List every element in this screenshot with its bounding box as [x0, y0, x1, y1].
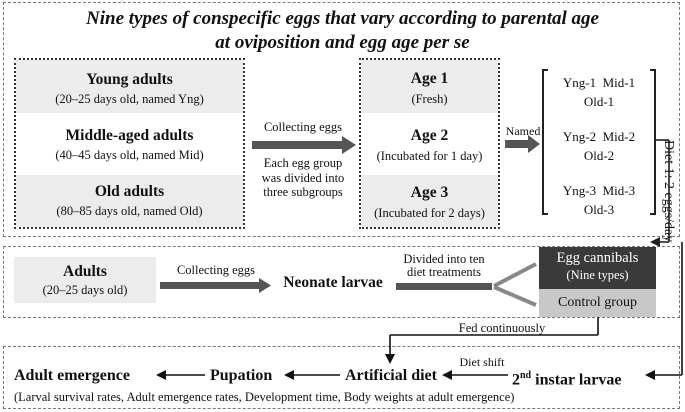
diet-side-label: Diet 1: 2 eggs/day [661, 140, 676, 243]
parent-old-detail: (80–85 days old, named Old) [56, 204, 203, 218]
fed-continuously-label: Fed continuously [458, 321, 546, 335]
title-line-1: Nine types of conspecific eggs that vary according to parental age [86, 8, 599, 29]
age-2-detail: (Incubated for 1 day) [376, 149, 483, 163]
diet-1-connector [650, 140, 669, 247]
age-1-name: Age 1 [410, 70, 449, 87]
divide-line-1: Each egg group [263, 156, 343, 170]
collect-eggs-label-1: Collecting eggs [263, 120, 343, 134]
treatment-fork [494, 264, 536, 305]
group-row-2-line-2: Old-2 [583, 148, 615, 163]
fed-continuously-connector [390, 317, 598, 356]
parent-young-detail: (20–25 days old, named Yng) [55, 92, 204, 106]
egg-cannibals-detail: (Nine types) [566, 268, 629, 282]
fed-continuously-arrowhead [385, 354, 395, 364]
divided-ten-line-2: diet treatments [407, 265, 481, 279]
second-instar-suffix: nd [520, 370, 532, 381]
named-label: Named [505, 124, 541, 138]
pupation: Pupation [210, 367, 273, 384]
age-2-name: Age 2 [410, 127, 449, 144]
collect-eggs-label-2: Collecting eggs [176, 263, 256, 277]
age-1-detail: (Fresh) [411, 92, 448, 106]
adults-detail: (20–25 days old) [42, 283, 128, 297]
diet-shift-label: Diet shift [459, 355, 505, 369]
divide-line-2: was divided into [261, 170, 345, 185]
title-line-2: at oviposition and egg age per se [215, 32, 470, 53]
second-instar-arrowhead [645, 370, 655, 380]
control-group-box: Control group [539, 289, 656, 317]
age-3-name: Age 3 [410, 184, 449, 201]
adult-emergence: Adult emergence [14, 367, 130, 384]
named-arrow [505, 135, 540, 153]
second-instar-rest: instar larvae [531, 371, 622, 389]
measured-traits: (Larval survival rates, Adult emergence rates, Development time, Body weights at adult emergence) [14, 390, 515, 404]
group-row-2-line-1: Yng-2 Mid-2 [562, 129, 636, 144]
neonate-larvae: Neonate larvae [283, 274, 383, 291]
second-instar-connector [655, 242, 682, 375]
collect-eggs-arrow-1 [252, 136, 356, 154]
age-3-detail: (Incubated for 2 days) [374, 206, 485, 220]
parent-middle-name: Middle-aged adults [65, 127, 194, 144]
parent-middle-detail: (40–45 days old, named Mid) [55, 148, 204, 162]
group-row-3-line-1: Yng-3 Mid-3 [562, 183, 636, 198]
to-adult-emergence-arrow [156, 370, 205, 380]
divide-line-3: three subgroups [263, 185, 343, 199]
parent-old-name: Old adults [94, 183, 165, 200]
groups-bracket [543, 70, 655, 214]
divided-ten-bar [396, 283, 492, 290]
adults-name: Adults [63, 263, 107, 280]
diet-shift-arrow [442, 370, 508, 380]
collect-eggs-arrow-2 [160, 278, 271, 293]
divided-ten-line-1: Divided into ten [403, 252, 485, 266]
egg-cannibals-name: Egg cannibals [556, 250, 639, 266]
group-row-1-line-1: Yng-1 Mid-1 [562, 75, 636, 90]
artificial-diet: Artificial diet [345, 367, 437, 384]
group-row-3-line-2: Old-3 [583, 202, 615, 217]
parent-young-name: Young adults [86, 71, 173, 88]
to-pupation-arrow [284, 370, 340, 380]
group-row-1-line-2: Old-1 [583, 94, 615, 109]
second-instar-number: 2 [512, 371, 520, 389]
